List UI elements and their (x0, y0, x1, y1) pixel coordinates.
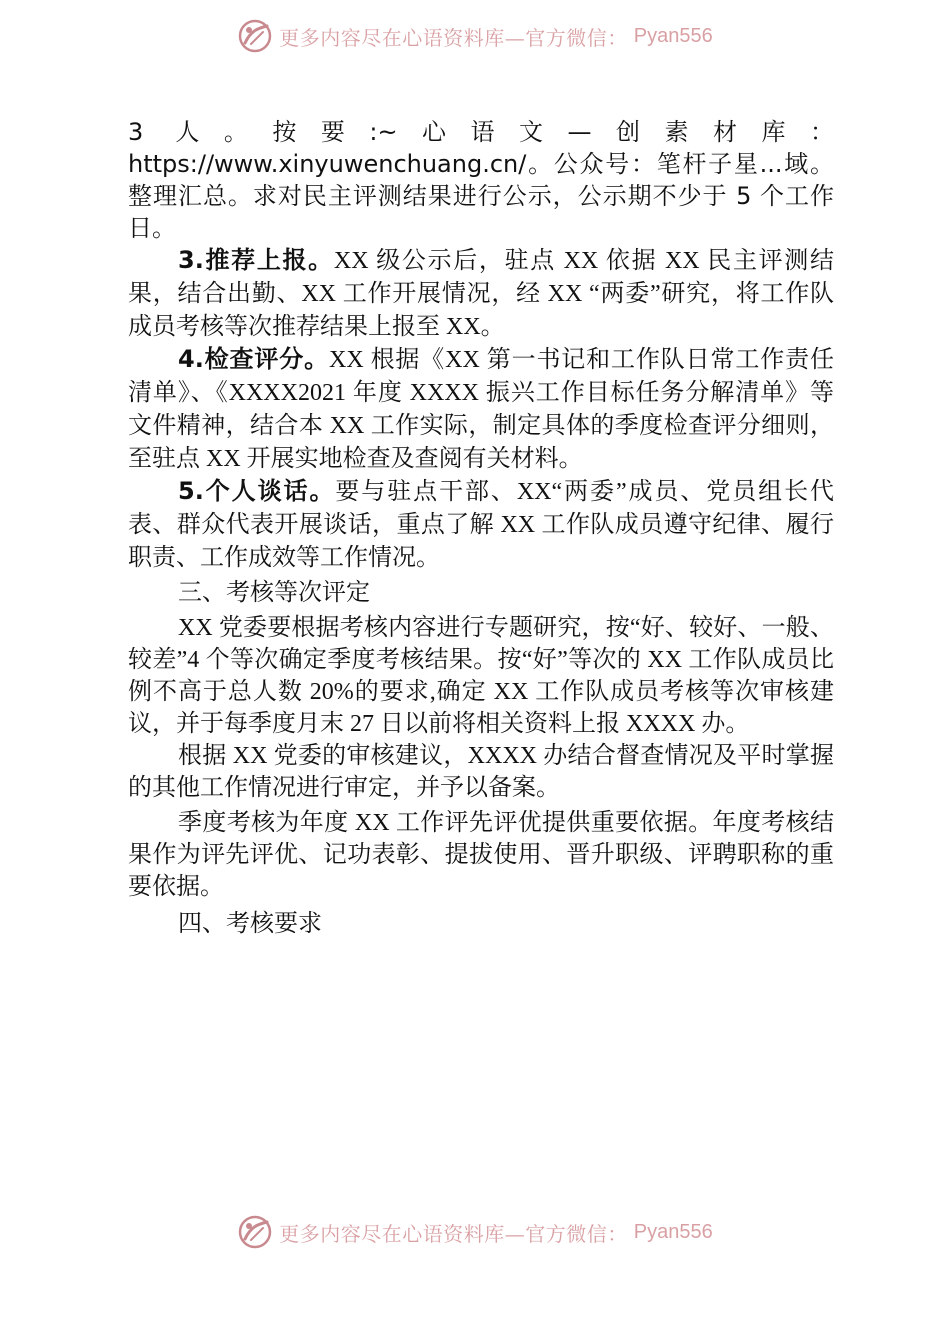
item-4-text: XX 根据《XX 第一书记和工作队日常工作责任清单》、《XXXX2021 年度 XXXX 振兴工作目标任务分解清单》等文件精神，结合本 XX 工作实际，制定具体的季度检查评分细则，至驻点 XX 开展实地检查及查阅有关材料。 (128, 347, 834, 472)
item-3 (128, 244, 834, 343)
item-3-label: 3.推荐上报。 (178, 246, 334, 274)
footer-text: 更多内容尽在心语资料库—官方微信： (279, 1221, 628, 1246)
header-handle: Pyan556 (633, 24, 713, 47)
section-3-heading: 三、考核等次评定 (178, 578, 370, 606)
footer-banner (0, 1210, 950, 1254)
item-5-label: 5.个人谈话。 (178, 477, 336, 505)
logo-icon (237, 1214, 273, 1250)
header-text: 更多内容尽在心语资料库—官方微信： (279, 25, 628, 50)
document-body (128, 116, 834, 939)
footer-handle: Pyan556 (633, 1220, 713, 1243)
item-5 (128, 475, 834, 574)
section-3-paragraph-3: 季度考核为年度 XX 工作评先评优提供重要依据。年度考核结果作为评先评优、记功表彰、提拔使用、晋升职级、评聘职称的重要依据。 (128, 810, 834, 900)
paragraph-intro: 3 人。按要:~心语文—创素材库：https://www.xinyuwenchuang.cn/。公众号：笔杆子星...域。整理汇总。求对民主评测结果进行公示，公示期不少于 5 个工作日。 (128, 118, 834, 242)
item-4 (128, 343, 834, 475)
section-3-paragraph-2: 根据 XX 党委的审核建议，XXXX 办结合督查情况及平时掌握的其他工作情况进行审定，并予以备案。 (128, 743, 834, 801)
logo-icon (237, 18, 273, 54)
item-4-label: 4.检查评分。 (178, 345, 330, 373)
section-3-paragraph-1: XX 党委要根据考核内容进行专题研究，按“好、较好、一般、较差”4 个等次确定季度考核结果。按“好”等次的 XX 工作队成员比例不高于总人数 20%的要求,确定 XX 工作队成员考核等次审核建议，并于每季度月末 27 日以前将相关资料上报 XXXX 办。 (128, 615, 834, 737)
header-banner (0, 14, 950, 58)
item-5-text: 要与驻点干部、XX“两委”成员、党员组长代表、群众代表开展谈话，重点了解 XX 工作队成员遵守纪律、履行职责、工作成效等工作情况。 (128, 479, 834, 571)
section-4-heading: 四、考核要求 (178, 909, 322, 937)
item-3-text: XX 级公示后，驻点 XX 依据 XX 民主评测结果，结合出勤、XX 工作开展情况，经 XX “两委”研究，将工作队成员考核等次推荐结果上报至 XX。 (128, 248, 834, 340)
